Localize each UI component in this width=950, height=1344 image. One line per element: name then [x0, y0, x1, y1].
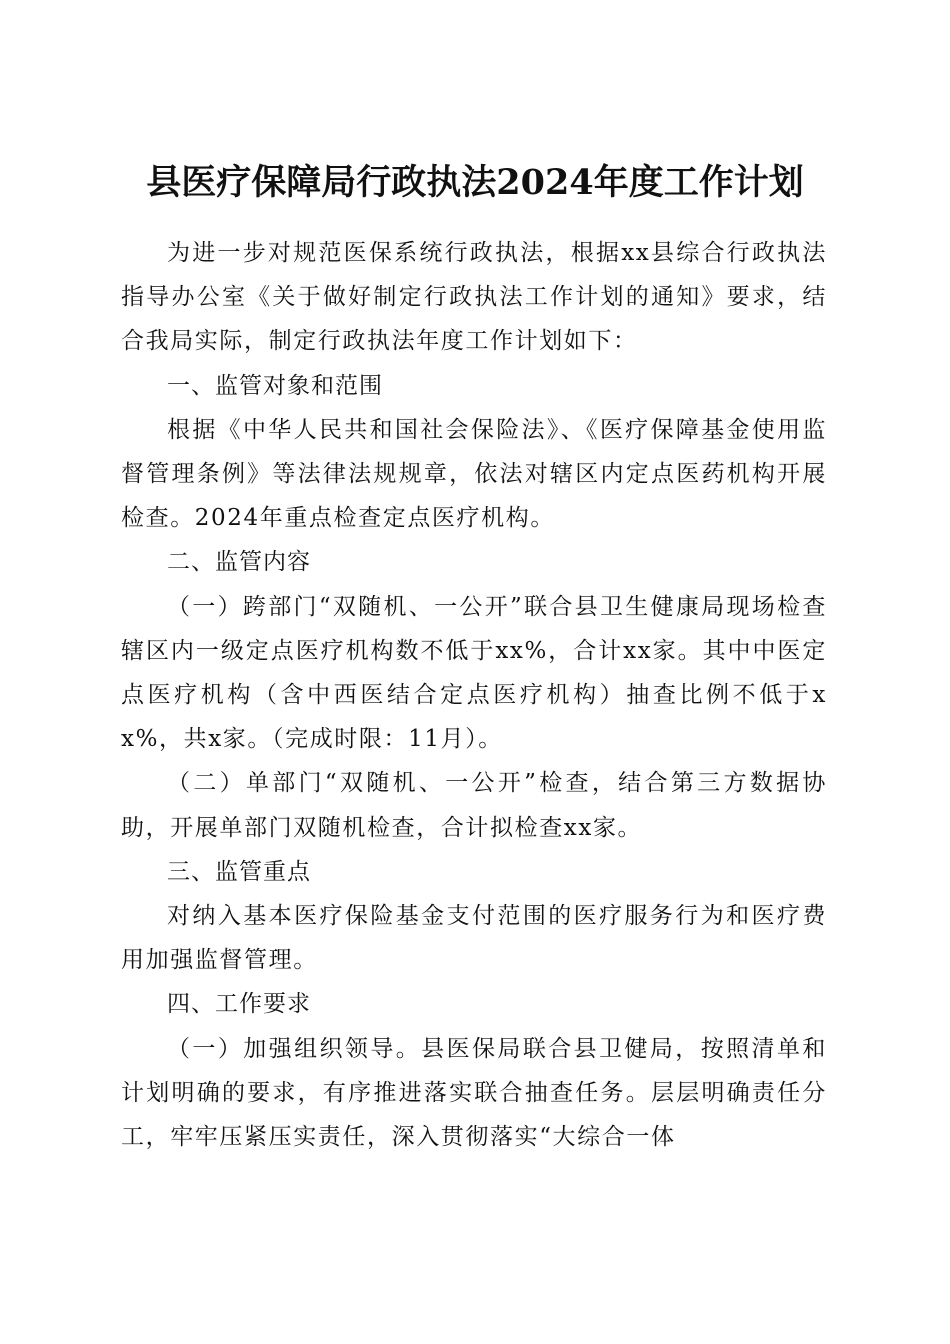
section-paragraph: （二）单部门“双随机、一公开”检查，结合第三方数据协助，开展单部门双随机检查，合计拟检查xx家。	[121, 770, 827, 841]
section-heading: 四、工作要求	[167, 991, 311, 1018]
document-title: 县医疗保障局行政执法2024年度工作计划	[146, 162, 804, 204]
section-supervision-focus	[121, 850, 827, 983]
section-paragraph: 对纳入基本医疗保险基金支付范围的医疗服务行为和医疗费用加强监督管理。	[121, 903, 827, 974]
section-paragraph: 根据《中华人民共和国社会保险法》、《医疗保障基金使用监督管理条例》等法律法规规章，依法对辖区内定点医药机构开展检查。2024年重点检查定点医疗机构。	[121, 416, 827, 532]
section-supervision-content	[121, 540, 827, 849]
section-heading: 二、监管内容	[167, 549, 311, 576]
section-heading: 三、监管重点	[167, 858, 311, 885]
section-heading: 一、监管对象和范围	[167, 372, 383, 399]
document-body	[121, 231, 827, 1159]
section-paragraph: （一）加强组织领导。县医保局联合县卫健局，按照清单和计划明确的要求，有序推进落实联合抽查任务。层层明确责任分工，牢牢压紧压实责任，深入贯彻落实“大综合一体	[121, 1035, 827, 1151]
intro-paragraph: 为进一步对规范医保系统行政执法，根据xx县综合行政执法指导办公室《关于做好制定行政执法工作计划的通知》要求，结合我局实际，制定行政执法年度工作计划如下：	[121, 240, 827, 355]
section-supervision-scope	[121, 364, 827, 541]
section-paragraph: （一）跨部门“双随机、一公开”联合县卫生健康局现场检查辖区内一级定点医疗机构数不低于xx%，合计xx家。其中中医定点医疗机构（含中西医结合定点医疗机构）抽查比例不低于xx%，共x家。（完成时限：11月）。	[121, 593, 827, 753]
section-work-requirements	[121, 982, 827, 1159]
